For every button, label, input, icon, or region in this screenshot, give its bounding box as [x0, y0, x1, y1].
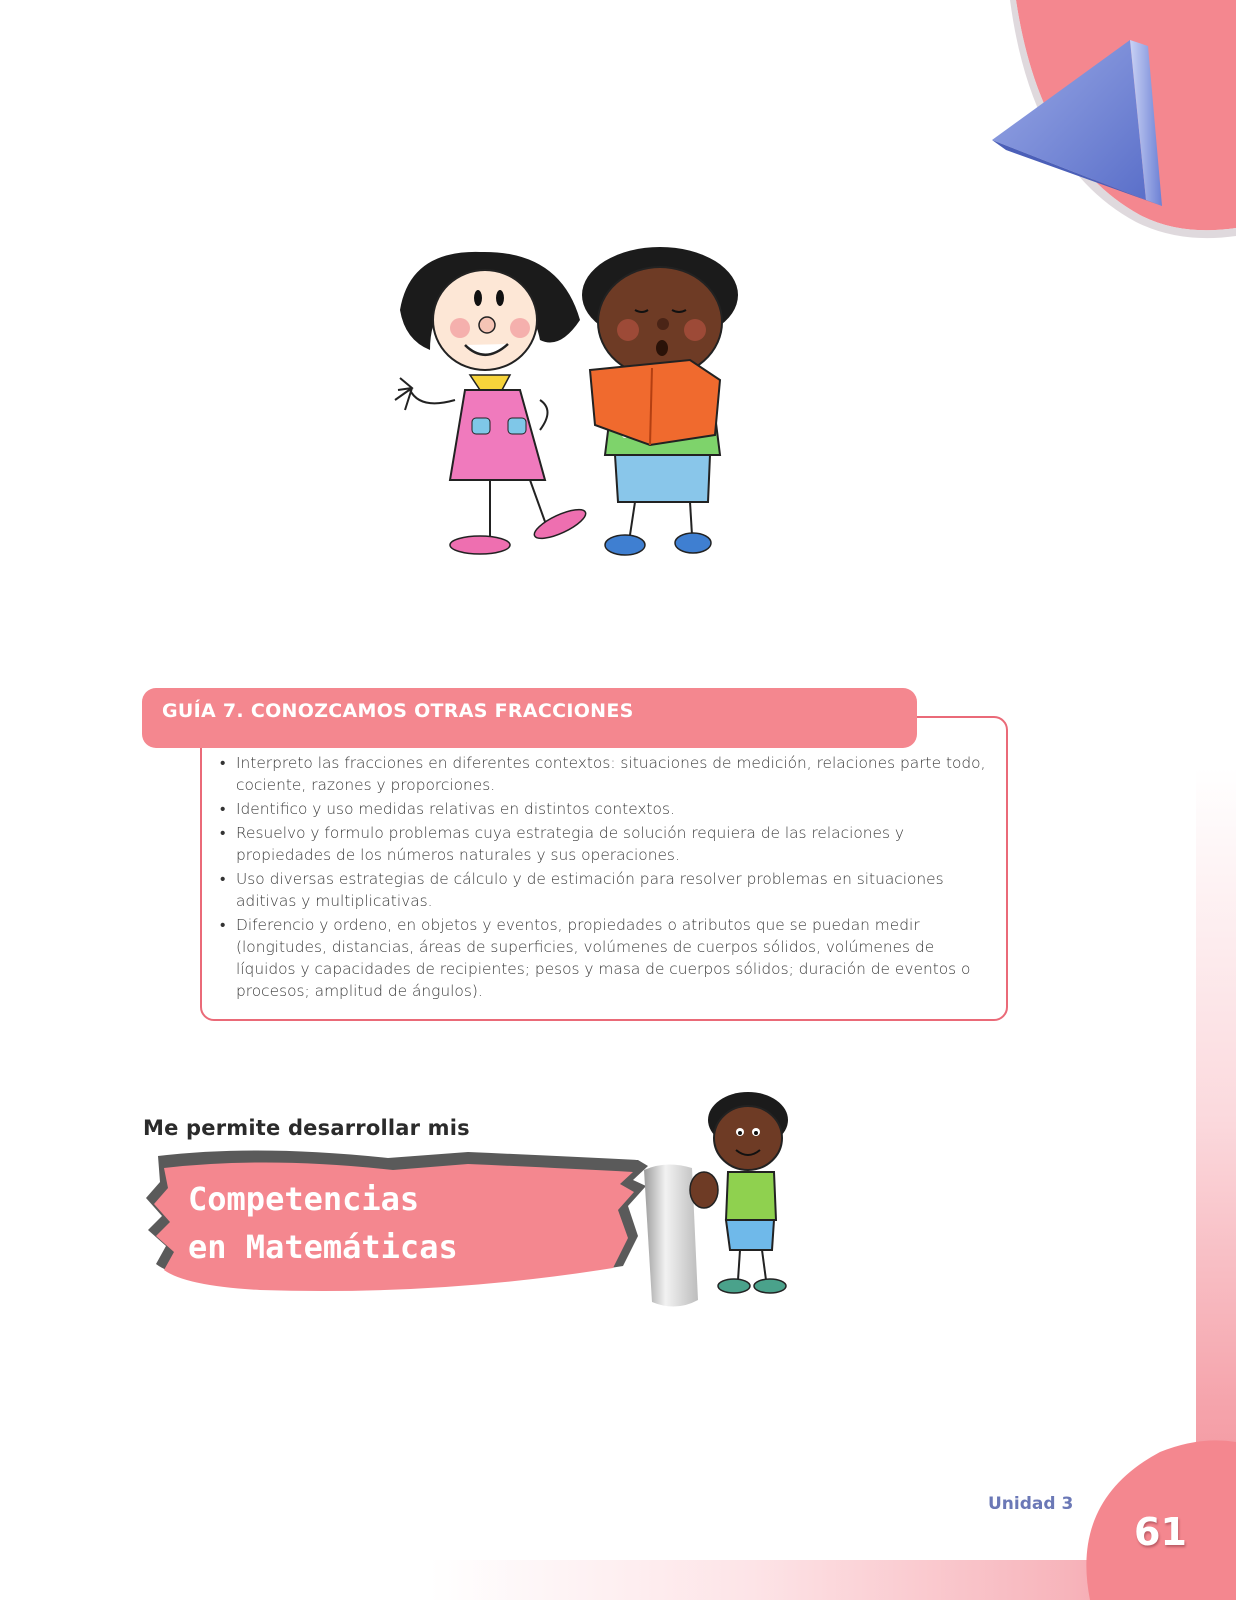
competencias-title: Competencias en Matemáticas	[188, 1180, 458, 1266]
side-decor-band	[1196, 0, 1236, 1600]
competencias-intro: Me permite desarrollar mis	[143, 1116, 470, 1140]
triangle-prism-icon	[980, 0, 1236, 240]
guide-title: GUÍA 7. CONOZCAMOS OTRAS FRACCIONES	[142, 688, 917, 748]
list-item: • Interpreto las fracciones en diferentes contextos: situaciones de medición, relaciones parte todo, cociente, razones y proporciones.	[220, 752, 998, 796]
list-item: • Uso diversas estrategias de cálculo y de estimación para resolver problemas en situaciones aditivas y multiplicativas.	[220, 868, 998, 912]
page-number: 61	[1134, 1510, 1187, 1554]
children-illustration	[390, 240, 770, 580]
unit-label: Unidad 3	[988, 1494, 1074, 1514]
list-item: • Diferencio y ordeno, en objetos y eventos, propiedades o atributos que se puedan medir (longitudes, distancias, áreas de superficies, volúmenes de cuerpos sólidos, volúmenes de líquidos y capacidades de recipientes; pesos y masa de cuerpos sólidos; duración de eventos o procesos; amplitud de ángulos).	[220, 914, 998, 1002]
boy-with-scroll-illustration	[636, 1090, 796, 1320]
guide-standards-list	[220, 752, 998, 1004]
list-item: • Resuelvo y formulo problemas cuya estrategia de solución requiera de las relaciones y propiedades de los números naturales y sus operaciones.	[220, 822, 998, 866]
list-item: • Identifico y uso medidas relativas en distintos contextos.	[220, 798, 998, 820]
